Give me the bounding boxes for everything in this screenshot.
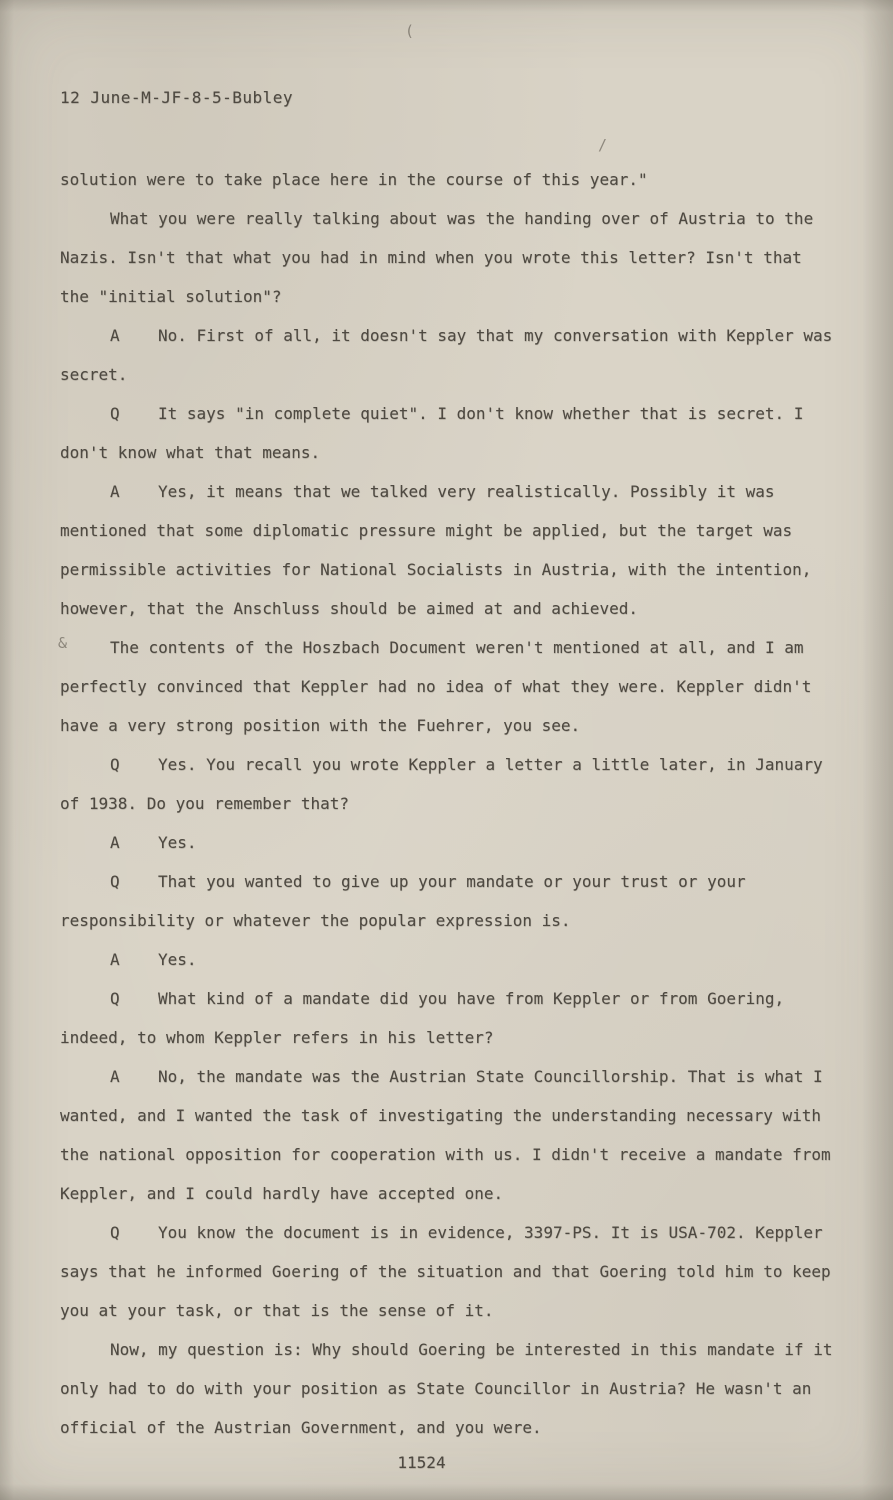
transcript-paragraph	[60, 1057, 837, 1213]
transcript-paragraph	[60, 316, 837, 394]
paragraph-text: Yes. You recall you wrote Keppler a letter a little later, in January of 1938. Do you remember that?	[60, 755, 823, 813]
paragraph-text: What you were really talking about was the handing over of Austria to the Nazis. Isn't that what you had in mind when you wrote this letter? Isn't that the "initial solution"?	[60, 209, 814, 306]
transcript-paragraph	[60, 745, 837, 823]
header-reference: 12 June-M-JF-8-5-Bubley	[60, 88, 294, 107]
paragraph-text: The contents of the Hoszbach Document weren't mentioned at all, and I am perfectly convinced that Keppler had no idea of what they were. Keppler didn't have a very strong position with the Fuehrer, you see.	[60, 638, 812, 735]
speaker-marker: A	[110, 833, 120, 852]
speaker-marker: A	[110, 326, 120, 345]
transcript-paragraph	[60, 823, 837, 862]
scan-artifact: (	[405, 22, 415, 40]
paragraph-text: That you wanted to give up your mandate or your trust or your responsibility or whatever the popular expression is.	[60, 872, 746, 930]
paragraph-text: solution were to take place here in the course of this year."	[60, 170, 648, 189]
speaker-marker: Q	[110, 872, 120, 891]
transcript-paragraph	[60, 628, 837, 745]
transcript-paragraph	[60, 199, 837, 316]
paragraph-text: You know the document is in evidence, 3397-PS. It is USA-702. Keppler says that he informed Goering of the situation and that Goering told him to keep you at your task, or that is the sense of it.	[60, 1223, 831, 1320]
transcript-paragraph	[60, 472, 837, 628]
scan-artifact: &	[58, 634, 68, 652]
speaker-marker: Q	[110, 1223, 120, 1242]
transcript-paragraph	[60, 979, 837, 1057]
paragraph-text: Yes.	[158, 950, 197, 969]
speaker-marker: A	[110, 950, 120, 969]
speaker-marker: Q	[110, 755, 120, 774]
paragraph-text: What kind of a mandate did you have from Keppler or from Goering, indeed, to whom Keppler refers in his letter?	[60, 989, 785, 1047]
transcript-paragraph	[60, 862, 837, 940]
paragraph-text: No. First of all, it doesn't say that my conversation with Keppler was secret.	[60, 326, 833, 384]
transcript-paragraph	[60, 940, 837, 979]
document-header	[60, 88, 293, 107]
transcript-paragraph	[60, 1330, 837, 1447]
transcript-paragraph	[60, 394, 837, 472]
transcript-paragraph	[60, 1213, 837, 1330]
paragraph-text: It says "in complete quiet". I don't know whether that is secret. I don't know what that means.	[60, 404, 804, 462]
scan-artifact: /	[598, 136, 608, 154]
paragraph-text: No, the mandate was the Austrian State Councillorship. That is what I wanted, and I wanted the task of investigating the understanding necessary with the national opposition for cooperation with us. I didn't receive a mandate from Keppler, and I could hardly have accepted one.	[60, 1067, 831, 1203]
transcript-paragraph	[60, 160, 837, 199]
document-footer	[0, 1453, 868, 1472]
speaker-marker: Q	[110, 989, 120, 1008]
page-number: 11524	[397, 1453, 446, 1472]
speaker-marker: A	[110, 482, 120, 501]
speaker-marker: A	[110, 1067, 120, 1086]
paragraph-text: Yes.	[158, 833, 197, 852]
paragraph-text: Yes, it means that we talked very realistically. Possibly it was mentioned that some diplomatic pressure might be applied, but the target was permissible activities for National Socialists in Austria, with the intention, however, that the Anschluss should be aimed at and achieved.	[60, 482, 812, 618]
transcript-body	[60, 160, 837, 1447]
paragraph-text: Now, my question is: Why should Goering be interested in this mandate if it only had to do with your position as State Councillor in Austria? He wasn't an official of the Austrian Government, and you were.	[60, 1340, 833, 1437]
speaker-marker: Q	[110, 404, 120, 423]
